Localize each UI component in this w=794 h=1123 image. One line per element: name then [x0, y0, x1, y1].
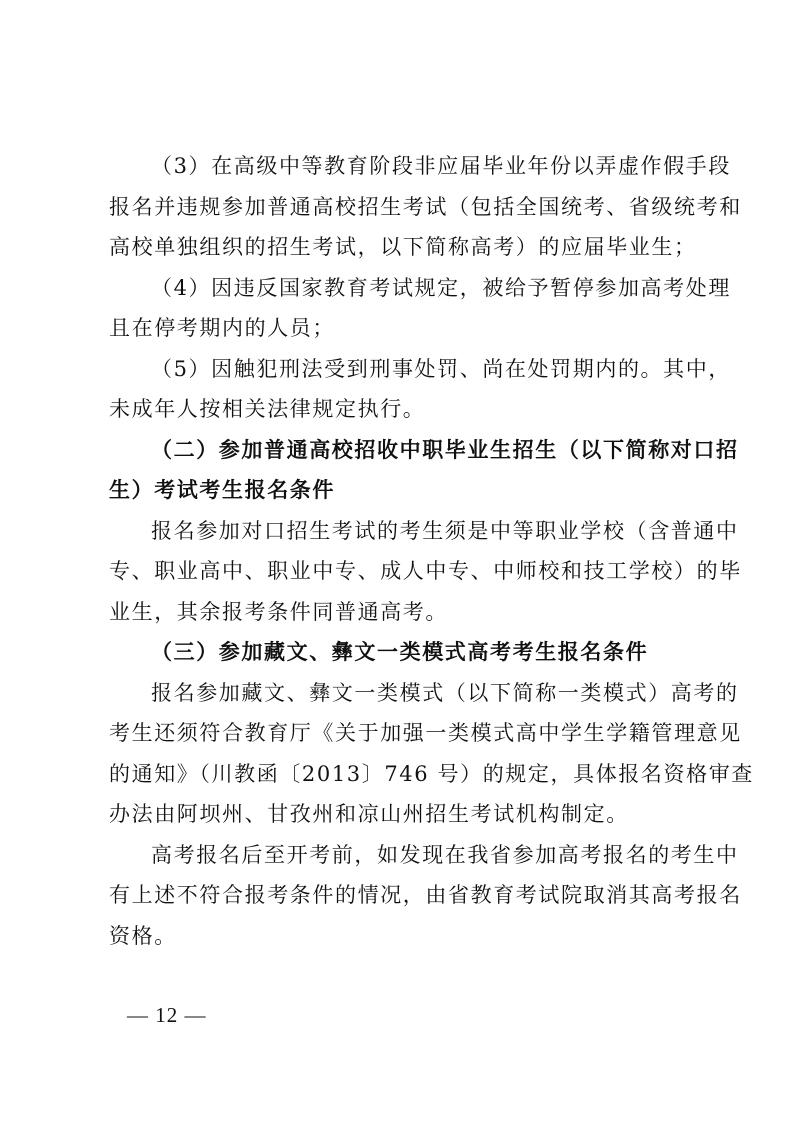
section-3-para-line-3: 的通知》（川教函〔2013〕746 号）的规定，具体报名资格审查 — [109, 761, 754, 786]
section-2-para-line-2: 专、职业高中、职业中专、成人中专、中师校和技工学校）的毕 — [109, 559, 742, 583]
closing-para-line-2: 有上述不符合报考条件的情况，由省教育考试院取消其高考报名 — [109, 883, 742, 907]
section-3-para-line-4: 办法由阿坝州、甘孜州和凉山州招生考试机构制定。 — [109, 802, 629, 826]
clause-3-line-1: （3）在高级中等教育阶段非应届毕业年份以弄虚作假手段 — [151, 154, 731, 178]
section-2-para-line-1: 报名参加对口招生考试的考生须是中等职业学校（含普通中 — [151, 518, 739, 543]
section-2-heading-line-2: 生）考试考生报名条件 — [109, 477, 335, 502]
section-3-para-line-1: 报名参加藏文、彝文一类模式（以下简称一类模式）高考的 — [151, 680, 739, 705]
document-body — [109, 146, 754, 956]
section-3-para-line-2: 考生还须符合教育厅《关于加强一类模式高中学生学籍管理意见 — [109, 721, 742, 745]
clause-3-line-3: 高校单独组织的招生考试，以下简称高考）的应届毕业生； — [109, 235, 697, 259]
closing-para-line-1: 高考报名后至开考前，如发现在我省参加高考报名的考生中 — [151, 842, 739, 867]
clause-5-line-1: （5）因触犯刑法受到刑事处罚、尚在处罚期内的。其中， — [151, 356, 731, 381]
section-2-heading-line-1: （二）参加普通高校招收中职毕业生招生（以下简称对口招 — [151, 436, 739, 462]
clause-3-line-2: 报名并违规参加普通高校招生考试（包括全国统考、省级统考和 — [109, 194, 742, 219]
section-2-para-line-3: 业生，其余报考条件同普通高考。 — [109, 599, 448, 624]
clause-4-line-2: 且在停考期内的人员； — [109, 316, 335, 340]
page-number: — 12 — — [127, 1003, 207, 1027]
section-3-heading: （三）参加藏文、彝文一类模式高考考生报名条件 — [151, 639, 649, 664]
closing-para-line-3: 资格。 — [109, 923, 177, 948]
clause-5-line-2: 未成年人按相关法律规定执行。 — [109, 397, 426, 421]
clause-4-line-1: （4）因违反国家教育考试规定，被给予暂停参加高考处理 — [151, 275, 731, 300]
